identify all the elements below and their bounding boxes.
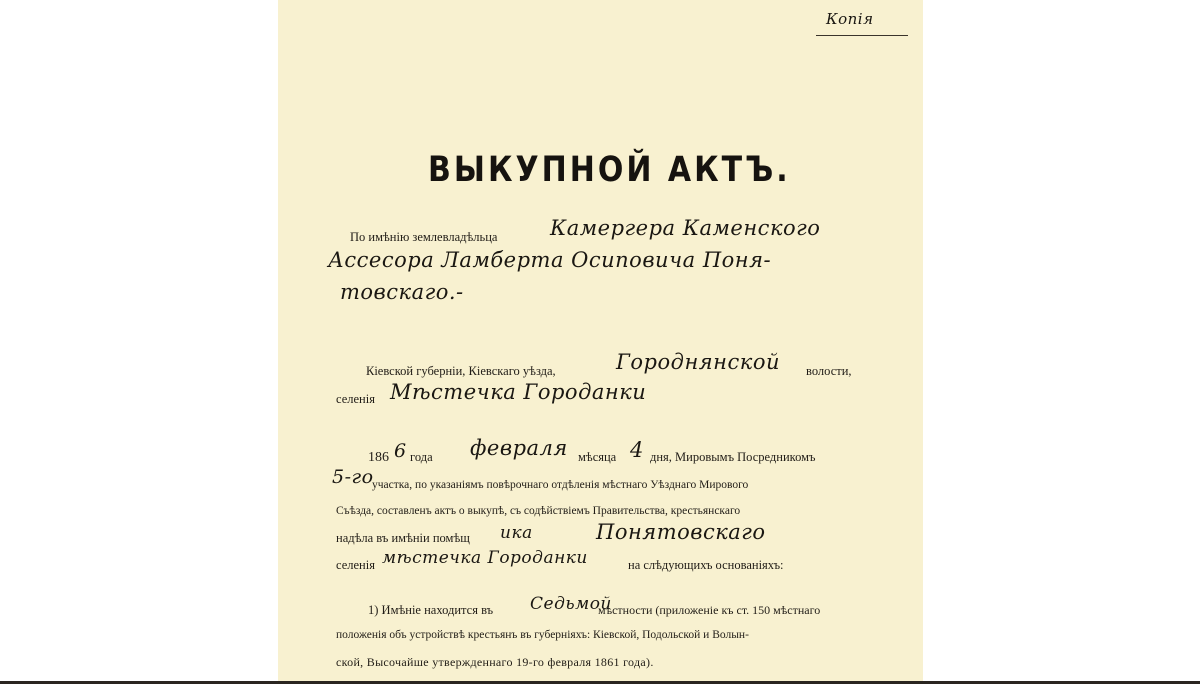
date-month-handwritten: февраля	[470, 436, 568, 460]
item1-line-3: ской, Высочайше утвержденнаго 19-го февраля 1861 года).	[336, 655, 654, 669]
item1-line-2: положенія объ устройствѣ крестьянъ въ губерніяхъ: Кіевской, Подольской и Волын-	[336, 629, 749, 641]
village-prefix: селенія	[336, 392, 375, 406]
owner-prefix: По имѣнію землевладѣльца	[350, 230, 498, 244]
paragraph-line-3-prefix: надѣла въ имѣніи помѣщ	[336, 531, 470, 545]
item1-handwritten: Седьмой	[530, 594, 612, 614]
date-year-prefix: 186	[368, 450, 389, 465]
document-page	[278, 0, 923, 684]
date-year-handwritten: 6	[394, 440, 407, 462]
copy-label: Копія	[826, 10, 874, 28]
owner-handwritten-3: товскаго.-	[340, 280, 464, 304]
location-volost-suffix: волости,	[806, 364, 852, 378]
date-day-handwritten: 4	[630, 438, 644, 462]
item1-suffix: мѣстности (приложеніе къ ст. 150 мѣстнаго	[598, 603, 821, 617]
location-province: Кіевской губерніи, Кіевскаго уѣзда,	[366, 364, 556, 378]
paragraph-line-2: Съѣзда, составленъ актъ о выкупѣ, съ содѣйствіемъ Правительства, крестьянскаго	[336, 505, 741, 517]
paragraph-line-4-suffix: на слѣдующихъ основаніяхъ:	[628, 558, 784, 572]
owner-handwritten-1: Камергера Каменского	[550, 216, 821, 240]
paragraph-line-3-handwritten-a: ика	[500, 523, 533, 543]
paragraph-line-3-handwritten-b: Понятовскаго	[596, 520, 766, 544]
owner-handwritten-2: Ассесора Ламберта Осиповича Поня-	[328, 248, 772, 272]
paragraph-line-1: участка, по указаніямъ повѣрочнаго отдѣленія мѣстнаго Уѣзднаго Мирового	[372, 479, 749, 491]
date-day-suffix: дня, Мировымъ Посредникомъ	[650, 450, 816, 464]
copy-underline	[816, 35, 908, 36]
date-year-suffix: года	[410, 450, 433, 464]
district-handwritten: 5-го	[332, 466, 374, 488]
date-month-suffix: мѣсяца	[578, 450, 617, 464]
document-title: ВЫКУПНОЙ АКТЪ.	[428, 150, 791, 191]
paragraph-line-4-handwritten: мѣстечка Городанки	[382, 548, 588, 568]
item1-prefix: 1) Имѣніе находится въ	[368, 603, 494, 617]
location-volost-handwritten: Городнянской	[616, 350, 780, 374]
village-handwritten: Мѣстечка Городанки	[390, 380, 647, 404]
paragraph-line-4-prefix: селенія	[336, 558, 375, 572]
